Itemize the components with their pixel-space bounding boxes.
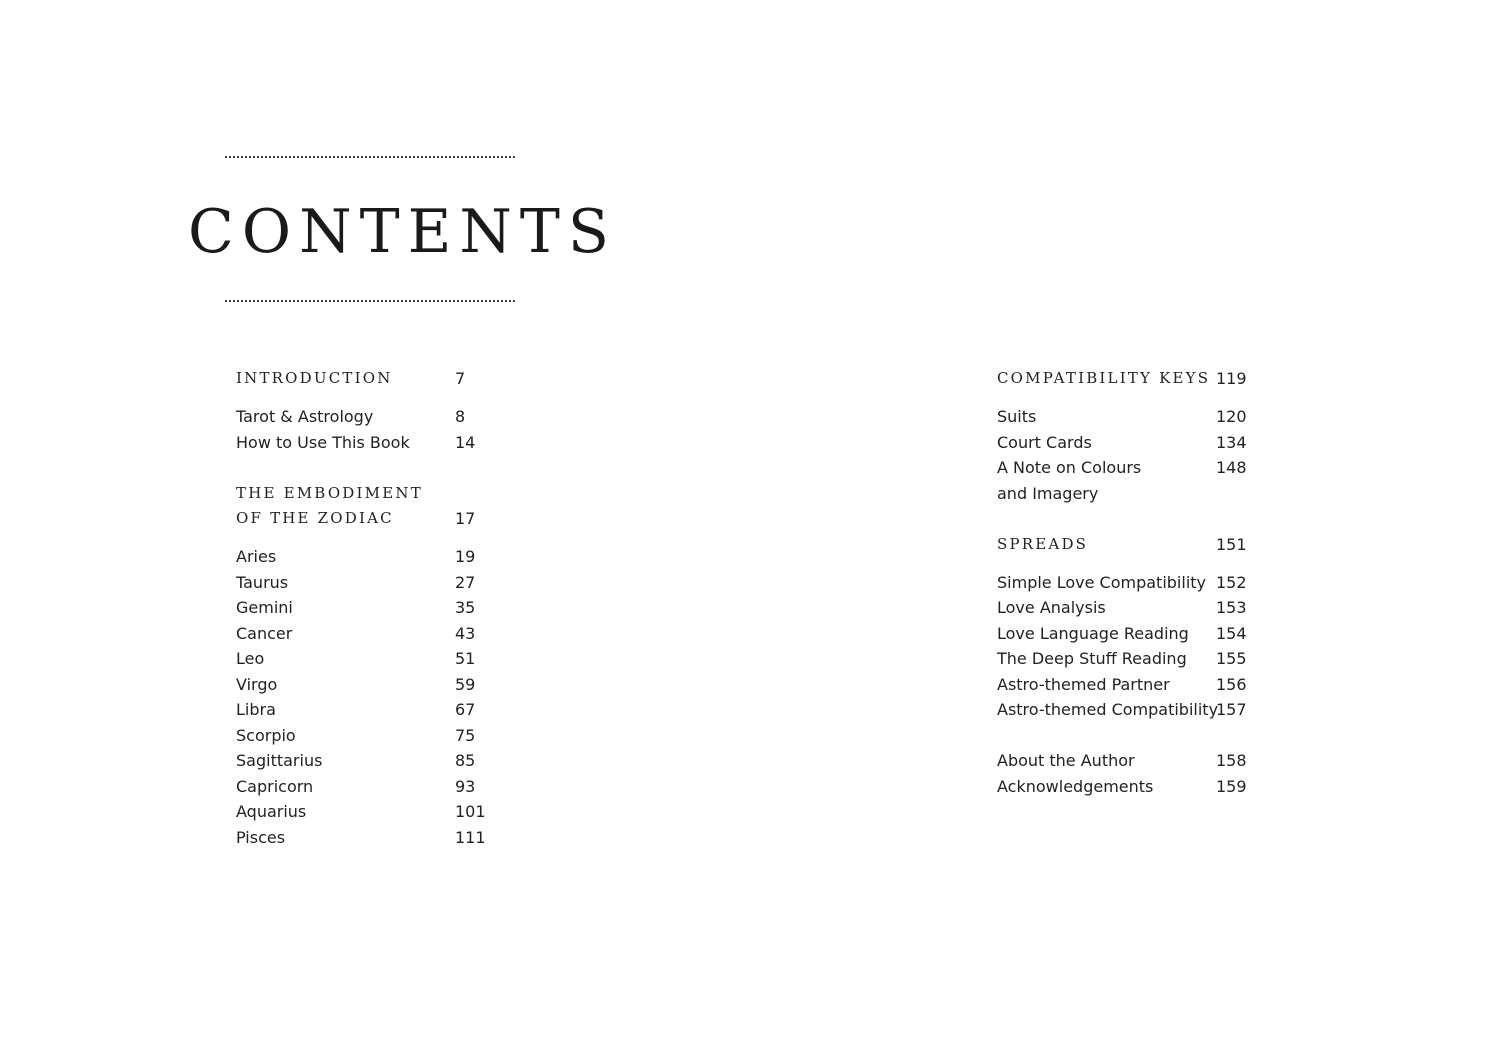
toc-page-number: 17 <box>455 509 476 528</box>
toc-entry-label: Pisces <box>236 827 286 847</box>
toc-section-label: THE EMBODIMENT <box>236 483 423 502</box>
toc-entry-label: How to Use This Book <box>236 432 410 452</box>
toc-page-number: 93 <box>455 776 476 796</box>
toc-entry-label: Sagittarius <box>236 751 323 770</box>
toc-page-number: 154 <box>1216 623 1247 643</box>
toc-page-number: 157 <box>1216 700 1247 719</box>
toc-section-label: SPREADS <box>997 534 1089 553</box>
toc-entry-label: Aquarius <box>236 802 307 821</box>
toc-page-number: 119 <box>1216 369 1247 388</box>
toc-entry-label: Aries <box>236 547 277 566</box>
toc-entry-label: Astro-themed Partner <box>997 674 1170 694</box>
toc-page-number: 67 <box>455 700 476 719</box>
toc-section-label: INTRODUCTION <box>236 369 393 387</box>
toc-page-number: 151 <box>1216 534 1247 554</box>
toc-entry-label: A Note on Colours <box>997 458 1142 477</box>
toc-entry-label: Acknowledgements <box>997 776 1154 796</box>
toc-page-number: 159 <box>1216 776 1247 796</box>
page-title: CONTENTS <box>188 197 618 267</box>
toc-entry-label: The Deep Stuff Reading <box>997 649 1187 668</box>
toc-page-number: 153 <box>1216 598 1247 617</box>
toc-page-number: 155 <box>1216 649 1247 668</box>
bottom-dotted-rule <box>225 300 515 302</box>
toc-entry-label: and Imagery <box>997 483 1099 503</box>
toc-entry-label: Gemini <box>236 598 293 617</box>
toc-entry-label: Suits <box>997 407 1037 426</box>
toc-page-number: 75 <box>455 725 476 745</box>
toc-section-label: COMPATIBILITY KEYS <box>997 369 1211 387</box>
toc-entry-label: Cancer <box>236 623 293 643</box>
toc-page-number: 43 <box>455 623 476 643</box>
toc-page-number: 27 <box>455 572 476 592</box>
toc-entry-label: Taurus <box>236 572 289 592</box>
toc-entry-label: Leo <box>236 649 265 668</box>
toc-entry-label: Tarot & Astrology <box>236 407 374 426</box>
toc-entry-label: Astro-themed Compatibility <box>997 700 1219 719</box>
top-dotted-rule <box>225 156 515 158</box>
toc-page-number: 7 <box>455 369 466 388</box>
toc-page-number: 19 <box>455 547 476 566</box>
toc-section-label: OF THE ZODIAC <box>236 509 394 527</box>
toc-entry-label: About the Author <box>997 751 1135 770</box>
toc-page-number: 111 <box>455 827 486 847</box>
toc-entry-label: Capricorn <box>236 776 314 796</box>
toc-page-number: 134 <box>1216 432 1247 452</box>
toc-page-number: 59 <box>455 674 476 694</box>
toc-page-number: 101 <box>455 802 486 821</box>
toc-page-number: 8 <box>455 407 466 426</box>
toc-page-number: 120 <box>1216 407 1247 426</box>
toc-page-number: 51 <box>455 649 476 668</box>
toc-entry-label: Scorpio <box>236 725 296 745</box>
toc-entry-label: Virgo <box>236 674 278 694</box>
toc-page-number: 85 <box>455 751 476 770</box>
toc-entry-label: Simple Love Compatibility <box>997 572 1206 592</box>
toc-entry-label: Court Cards <box>997 432 1092 452</box>
toc-entry-label: Love Analysis <box>997 598 1106 617</box>
toc-entry-label: Love Language Reading <box>997 623 1189 643</box>
toc-page-number: 152 <box>1216 572 1247 592</box>
toc-page-number: 14 <box>455 432 476 452</box>
toc-entry-label: Libra <box>236 700 276 719</box>
toc-page-number: 35 <box>455 598 476 617</box>
toc-page-number: 158 <box>1216 751 1247 770</box>
toc-page-number: 156 <box>1216 674 1247 694</box>
toc-page-number: 148 <box>1216 458 1247 477</box>
